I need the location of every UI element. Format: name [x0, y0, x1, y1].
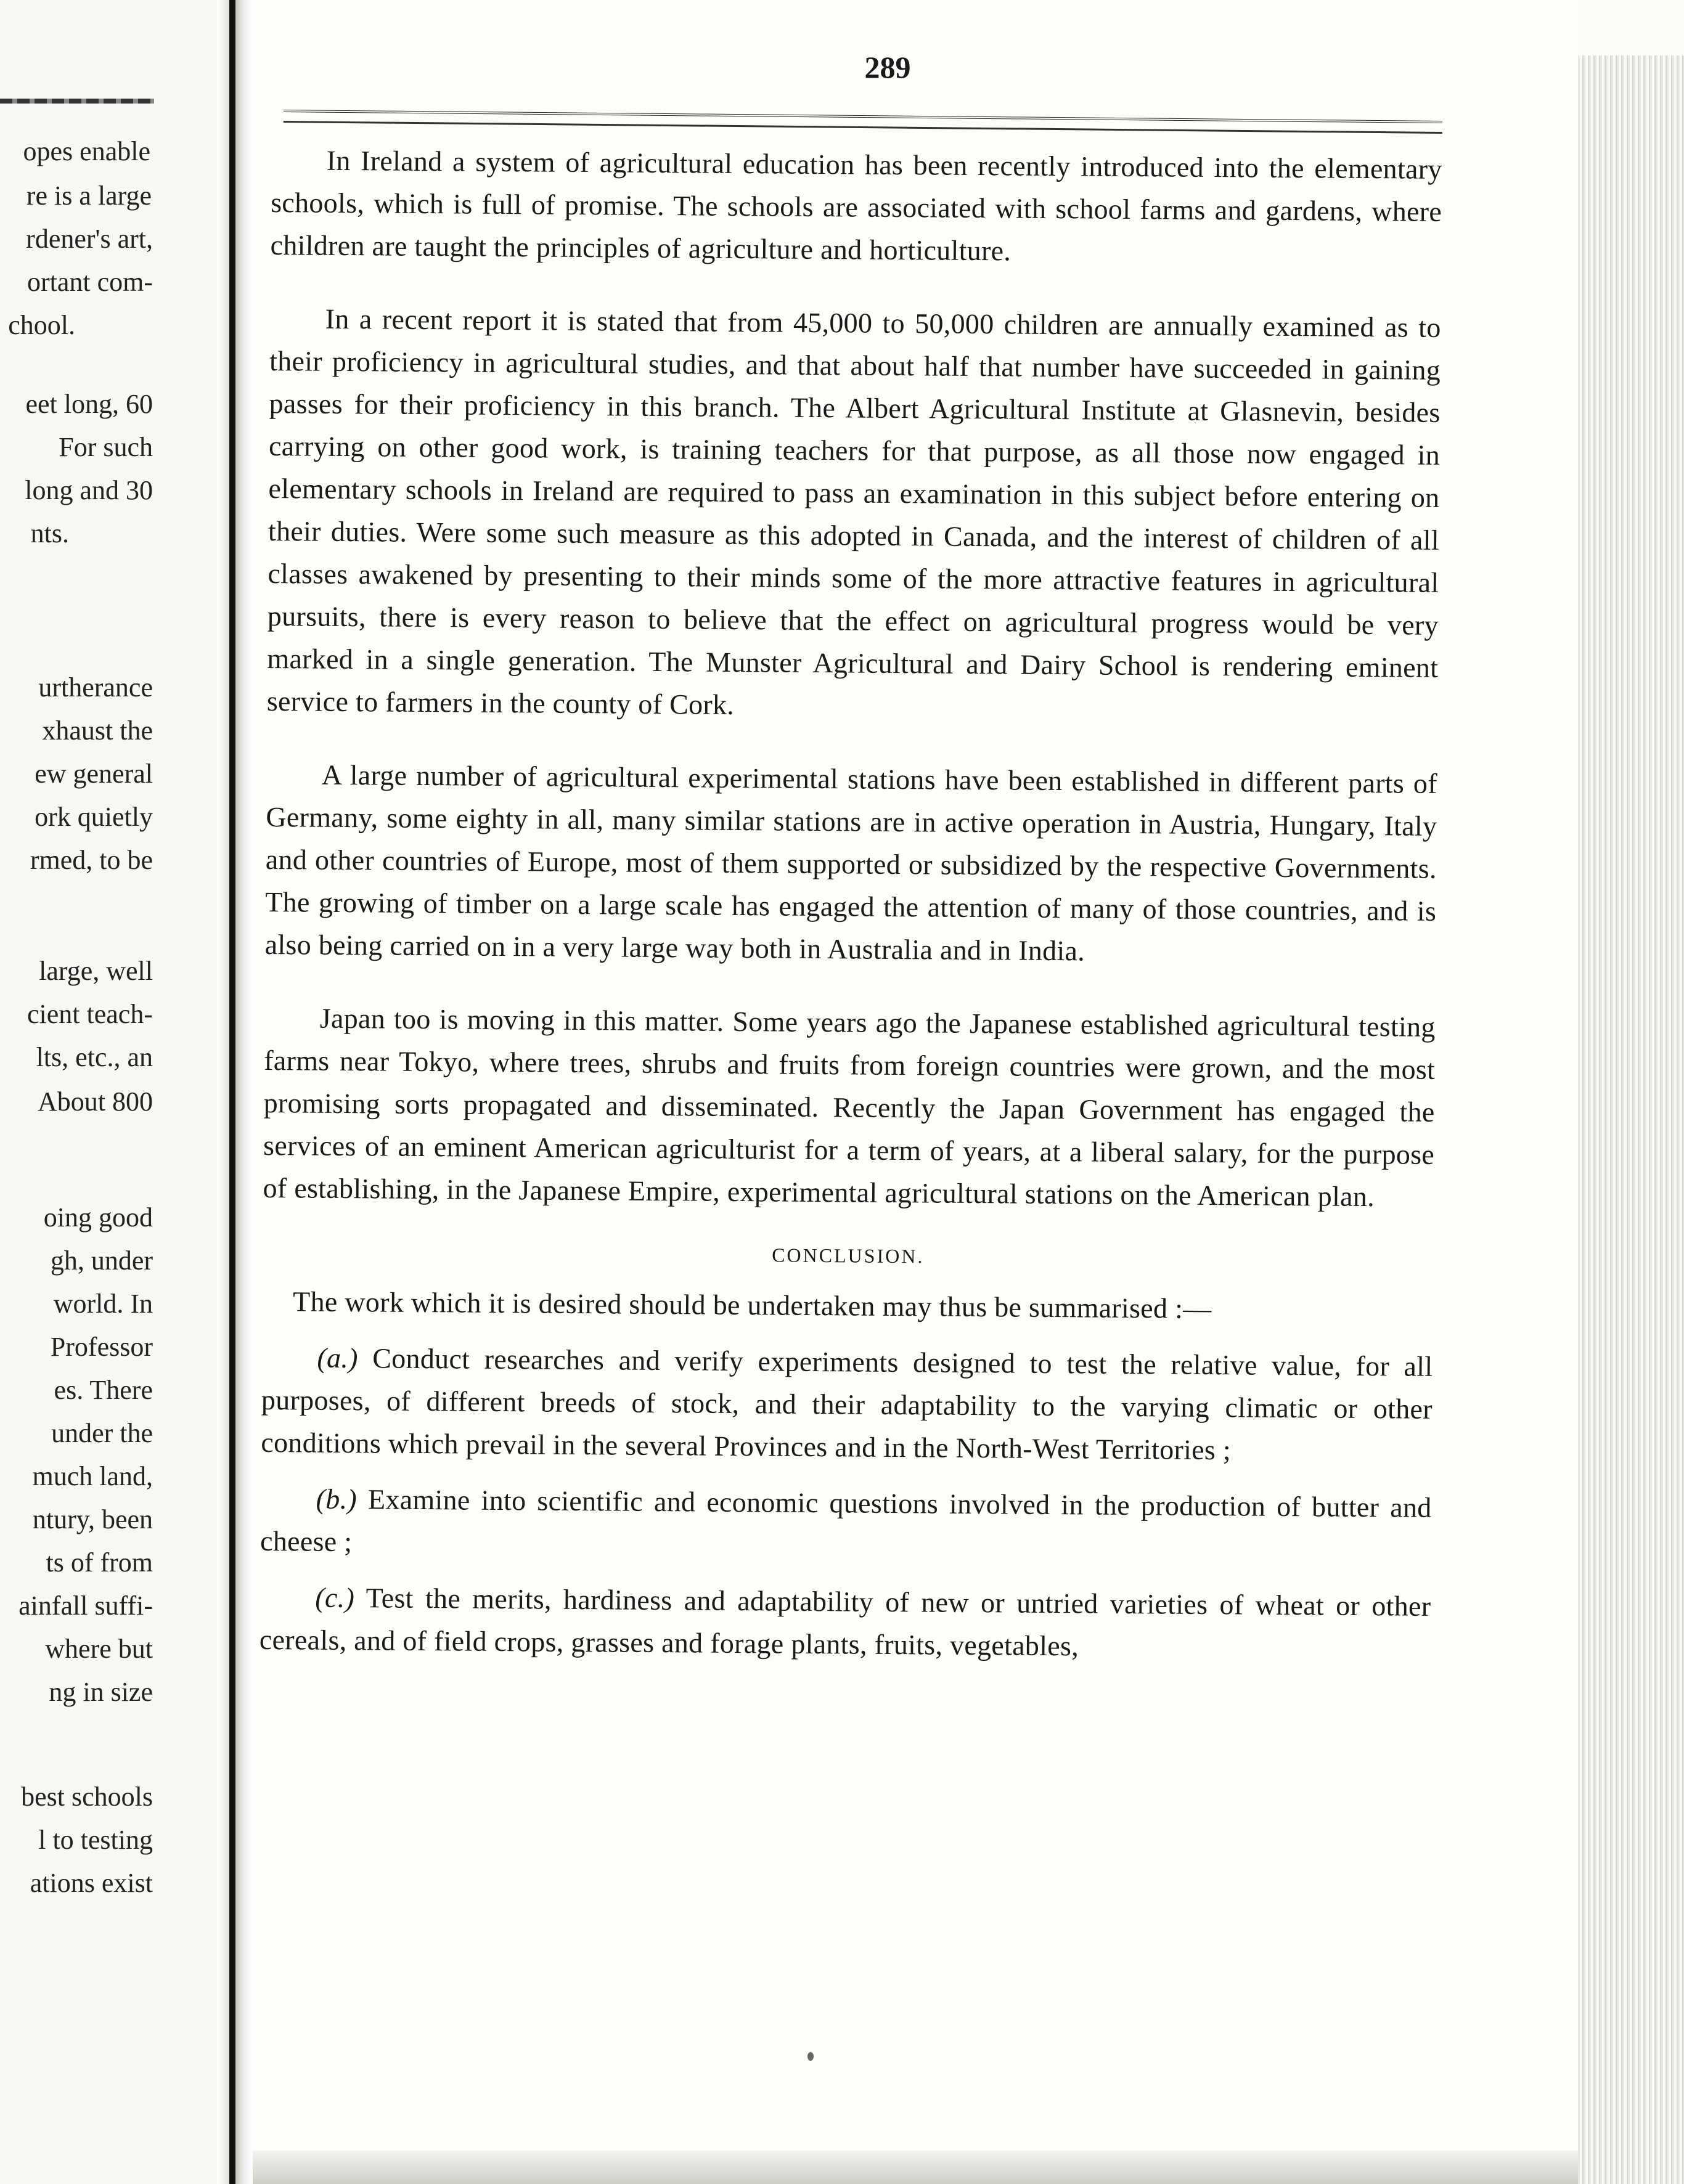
- left-page-line: For such: [59, 432, 153, 462]
- page-body: [259, 139, 1442, 1684]
- left-page-line: xhaust the: [42, 715, 153, 746]
- left-page-line: opes enable: [23, 136, 150, 166]
- list-marker: (a.): [317, 1342, 359, 1374]
- page-bottom-shadow: [253, 2151, 1578, 2184]
- left-page-line: nts.: [30, 518, 69, 548]
- paragraph-ireland: In Ireland a system of agricultural education has been recently introduced into the elementary schools, which is full of promise. The schools are associated with school farms and gardens, where children are taught the principles of agriculture and horticulture.: [270, 144, 1442, 267]
- left-page-line: ainfall suffi-: [18, 1591, 153, 1621]
- left-page-line: ork quietly: [35, 802, 153, 832]
- list-item-text: Examine into scientific and economic questions involved in the production of butter and cheese ;: [260, 1483, 1432, 1558]
- left-page-line: oing good: [43, 1202, 153, 1233]
- left-page-line: l to testing: [38, 1825, 153, 1855]
- left-page-line: ortant com-: [27, 267, 153, 297]
- left-page-line: much land,: [32, 1461, 153, 1491]
- list-item-text: Conduct researches and verify experiments designed to test the relative value, for all purposes, of different breeds of stock, and their adaptability to the varying climatic or other conditions which prevail in the several Provinces and in the North-West Territories ;: [261, 1342, 1433, 1466]
- left-page-line: world. In: [53, 1289, 153, 1319]
- left-page-line: ts of from: [46, 1547, 153, 1578]
- left-page-line: where but: [45, 1634, 153, 1664]
- left-page-line: lts, etc., an: [36, 1042, 153, 1072]
- left-page-line: cient teach-: [27, 999, 153, 1029]
- book-gutter-shadow: [229, 0, 235, 2184]
- list-item-c: [260, 1576, 1431, 1670]
- left-page-line: long and 30: [25, 475, 153, 505]
- left-page-line: gh, under: [50, 1245, 153, 1276]
- paragraph-germany: A large number of agricultural experimental stations have been established in different parts of Germany, some eighty in all, many similar stations are in active operation in Austria, Hungary, Italy and other countries of Europe, most of them supported or subsidized by the respective Governments. The growing of timber on a large scale has engaged the attention of many of those countries, and is also being carried on in a very large way both in Australia and in India.: [264, 759, 1438, 967]
- left-page-line: Professor: [50, 1332, 153, 1362]
- summary-intro: The work which it is desired should be undertaken may thus be summarised :—: [292, 1286, 1212, 1325]
- left-page-line: chool.: [8, 310, 75, 340]
- left-page-line: ations exist: [30, 1868, 153, 1898]
- left-page-line: under the: [51, 1418, 153, 1448]
- left-page-line: eet long, 60: [25, 389, 153, 419]
- left-page-line: re is a large: [26, 181, 152, 211]
- left-page-line: large, well: [39, 956, 153, 986]
- left-page-line: ng in size: [49, 1677, 153, 1707]
- list-marker: (c.): [315, 1581, 355, 1614]
- list-item-a: [261, 1336, 1433, 1473]
- page-edges: [1578, 55, 1684, 2184]
- left-page-line: ntury, been: [32, 1504, 153, 1534]
- left-page-line: urtherance: [38, 672, 153, 703]
- previous-page-fragment: [0, 0, 217, 2184]
- list-item-b: [260, 1477, 1432, 1571]
- paragraph-japan: Japan too is moving in this matter. Some years ago the Japanese established agricultural testing farms near Tokyo, where trees, shrubs and fruits from foreign countries were grown, and the most promising sorts propagated and disseminated. Recently the Japan Government has engaged the services of an eminent American agriculturist for a term of years, at a liberal salary, for the purpose of establishing, in the Japanese Empire, experimental agricultural stations on the American plan.: [263, 1002, 1436, 1213]
- paragraph-report: In a recent report it is stated that from 45,000 to 50,000 children are annually examined as to their proficiency in agricultural studies, and that about half that number have succeeded in gaining passes for their proficiency in this branch. The Albert Agricultural Institute at Glasnevin, besides carrying on other good work, is training teachers for that purpose, as all those now engaged in elementary schools in Ireland are required to pass an examination in this subject before entering on their duties. Were some such measure as this adopted in Canada, and the interest of children of all classes awakened by presenting to their minds some of the more attractive features in agricultural pursuits, there is every reason to believe that the effect on agricultural progress would be very marked in a single generation. The Munster Agricultural and Dairy School is rendering eminent service to farmers in the county of Cork.: [266, 303, 1441, 720]
- left-page-line: ew general: [35, 759, 153, 789]
- left-page-line: best schools: [21, 1782, 153, 1812]
- left-page-line: rdener's art,: [26, 224, 153, 254]
- left-page-line: es. There: [54, 1375, 153, 1405]
- left-page-line: rmed, to be: [30, 845, 153, 875]
- left-header-rule: [0, 99, 154, 104]
- left-page-line: About 800: [38, 1086, 153, 1117]
- list-item-text: Test the merits, hardiness and adaptability of new or untried varieties of wheat or other cereals, and of field crops, grasses and forage plants, fruits, vegetables,: [259, 1582, 1431, 1662]
- section-heading: CONCLUSION.: [772, 1244, 925, 1268]
- page-number: 289: [864, 50, 911, 84]
- list-marker: (b.): [316, 1483, 358, 1515]
- ink-speck: [807, 2052, 814, 2061]
